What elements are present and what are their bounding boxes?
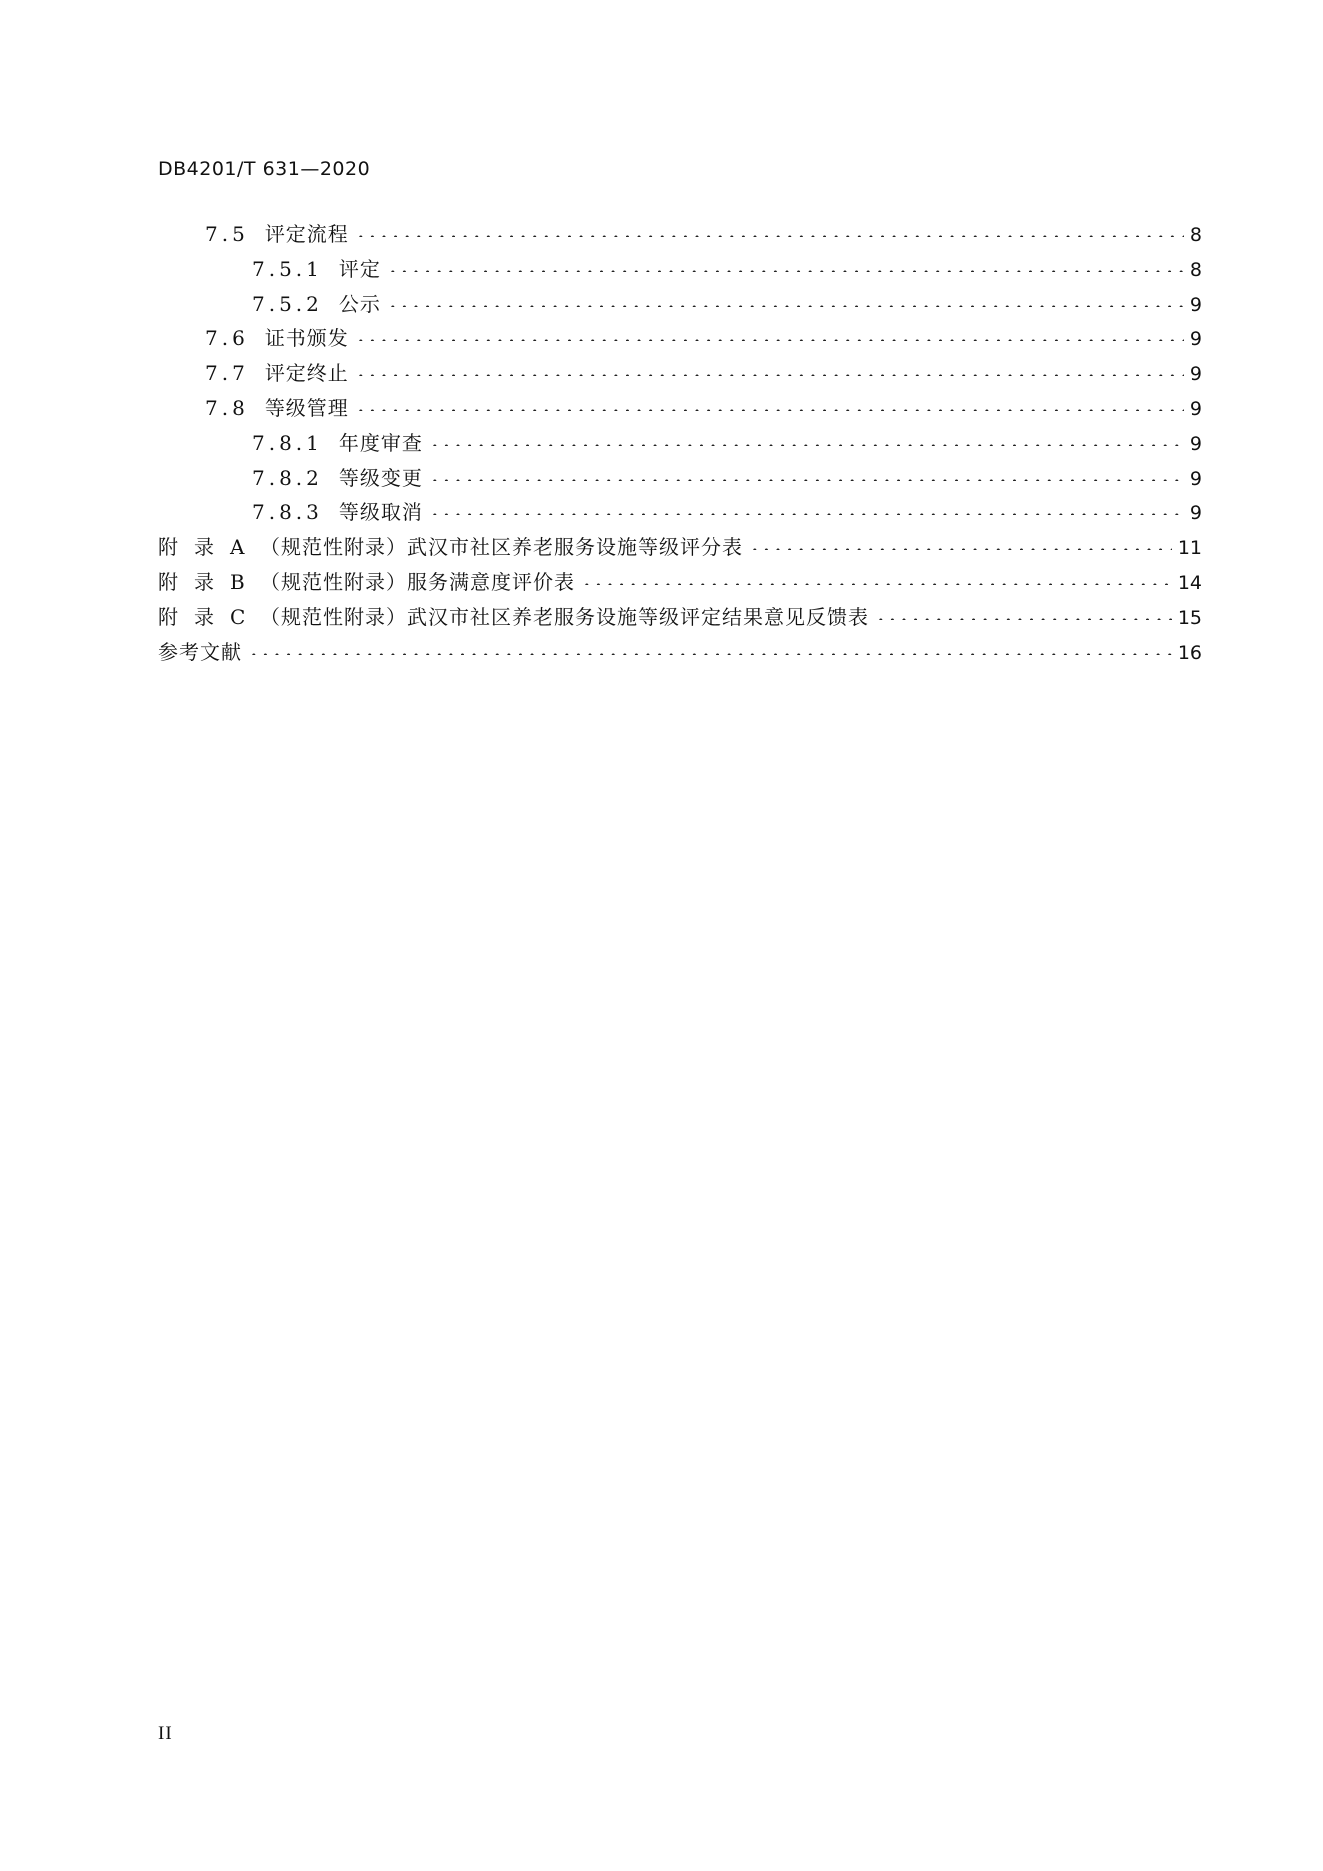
- toc-entry-7-8[interactable]: [158, 392, 1202, 427]
- toc-entry-title: 公示: [338, 291, 381, 316]
- appendix-prefix-char: 附: [158, 604, 178, 629]
- dot-leader: [429, 467, 1184, 481]
- appendix-prefix-char: 附: [158, 569, 178, 594]
- toc-entry-number: 7.6: [205, 326, 249, 351]
- appendix-prefix: [158, 601, 260, 630]
- toc-entry-page: 9: [1189, 293, 1202, 316]
- toc-entry-title: （规范性附录）武汉市社区养老服务设施等级评分表: [260, 535, 743, 560]
- toc-entry-number: 7.8.2: [252, 465, 323, 490]
- toc-entry-number: 7.5.2: [252, 291, 323, 316]
- toc-entry-appendix-a[interactable]: [158, 531, 1202, 566]
- toc-entry-number: 7.5: [205, 222, 249, 246]
- toc-entry-title: （规范性附录）服务满意度评价表: [260, 569, 575, 594]
- toc-entry-page: 11: [1177, 537, 1202, 560]
- toc-entry-7-8-1[interactable]: [158, 427, 1202, 462]
- appendix-prefix: [158, 566, 260, 595]
- dot-leader: [355, 327, 1184, 341]
- toc-entry-title: 证书颁发: [264, 326, 349, 351]
- appendix-prefix-char: 录: [194, 604, 214, 629]
- dot-leader: [429, 432, 1184, 446]
- page-number: II: [158, 1723, 173, 1744]
- toc-entry-page: 9: [1189, 502, 1202, 525]
- appendix-letter: B: [230, 569, 245, 594]
- toc-entry-7-5[interactable]: [158, 218, 1202, 253]
- appendix-prefix-char: 附: [158, 535, 178, 560]
- toc-entry-number: 7.8.3: [252, 500, 323, 525]
- dot-leader: [581, 571, 1172, 585]
- toc-entry-title: 等级取消: [338, 500, 423, 525]
- toc-entry-appendix-c[interactable]: [158, 601, 1202, 636]
- dot-leader: [355, 223, 1184, 237]
- dot-leader: [387, 258, 1184, 272]
- toc-entry-title: 评定流程: [264, 222, 349, 246]
- toc-entry-title: 等级管理: [264, 395, 349, 420]
- toc-entry-page: 8: [1189, 224, 1202, 246]
- toc-entry-title: 年度审查: [338, 430, 423, 455]
- toc-entry-7-7[interactable]: [158, 357, 1202, 392]
- appendix-letter: A: [230, 535, 245, 560]
- toc-entry-title: 参考文献: [158, 639, 242, 664]
- toc-entry-page: 9: [1189, 467, 1202, 490]
- appendix-prefix: [158, 531, 260, 560]
- dot-leader: [355, 397, 1184, 411]
- toc-entry-appendix-b[interactable]: [158, 566, 1202, 601]
- dot-leader: [248, 641, 1172, 655]
- toc-entry-number: 7.5.1: [252, 256, 323, 281]
- dot-leader: [875, 606, 1172, 620]
- toc-entry-page: 14: [1177, 571, 1202, 594]
- toc-entry-page: 9: [1189, 363, 1202, 386]
- toc-entry-page: 9: [1189, 432, 1202, 455]
- document-code: DB4201/T 631—2020: [158, 158, 371, 180]
- toc-entry-page: 8: [1189, 258, 1202, 281]
- dot-leader: [355, 362, 1184, 376]
- toc-entry-title: （规范性附录）武汉市社区养老服务设施等级评定结果意见反馈表: [260, 604, 869, 629]
- toc-entry-number: 7.7: [205, 361, 249, 386]
- toc-entry-page: 15: [1177, 606, 1202, 629]
- toc-entry-page: 9: [1189, 397, 1202, 420]
- appendix-prefix-char: 录: [194, 569, 214, 594]
- toc-entry-7-5-1[interactable]: [158, 253, 1202, 288]
- dot-leader: [429, 501, 1184, 515]
- appendix-letter: C: [230, 604, 246, 629]
- appendix-prefix-char: 录: [194, 535, 214, 560]
- toc-entry-references[interactable]: [158, 636, 1202, 671]
- toc-entry-7-6[interactable]: [158, 322, 1202, 357]
- toc-entry-page: 16: [1177, 641, 1202, 664]
- toc-entry-title: 评定: [338, 256, 381, 281]
- toc-entry-7-8-3[interactable]: [158, 496, 1202, 531]
- toc-entry-number: 7.8: [205, 395, 249, 420]
- toc-entry-page: 9: [1189, 328, 1202, 351]
- dot-leader: [387, 293, 1184, 307]
- table-of-contents: [158, 218, 1202, 670]
- toc-entry-number: 7.8.1: [252, 430, 323, 455]
- toc-entry-title: 等级变更: [338, 465, 423, 490]
- toc-entry-7-8-2[interactable]: [158, 462, 1202, 497]
- dot-leader: [749, 536, 1172, 550]
- toc-entry-title: 评定终止: [264, 361, 349, 386]
- toc-entry-7-5-2[interactable]: [158, 288, 1202, 323]
